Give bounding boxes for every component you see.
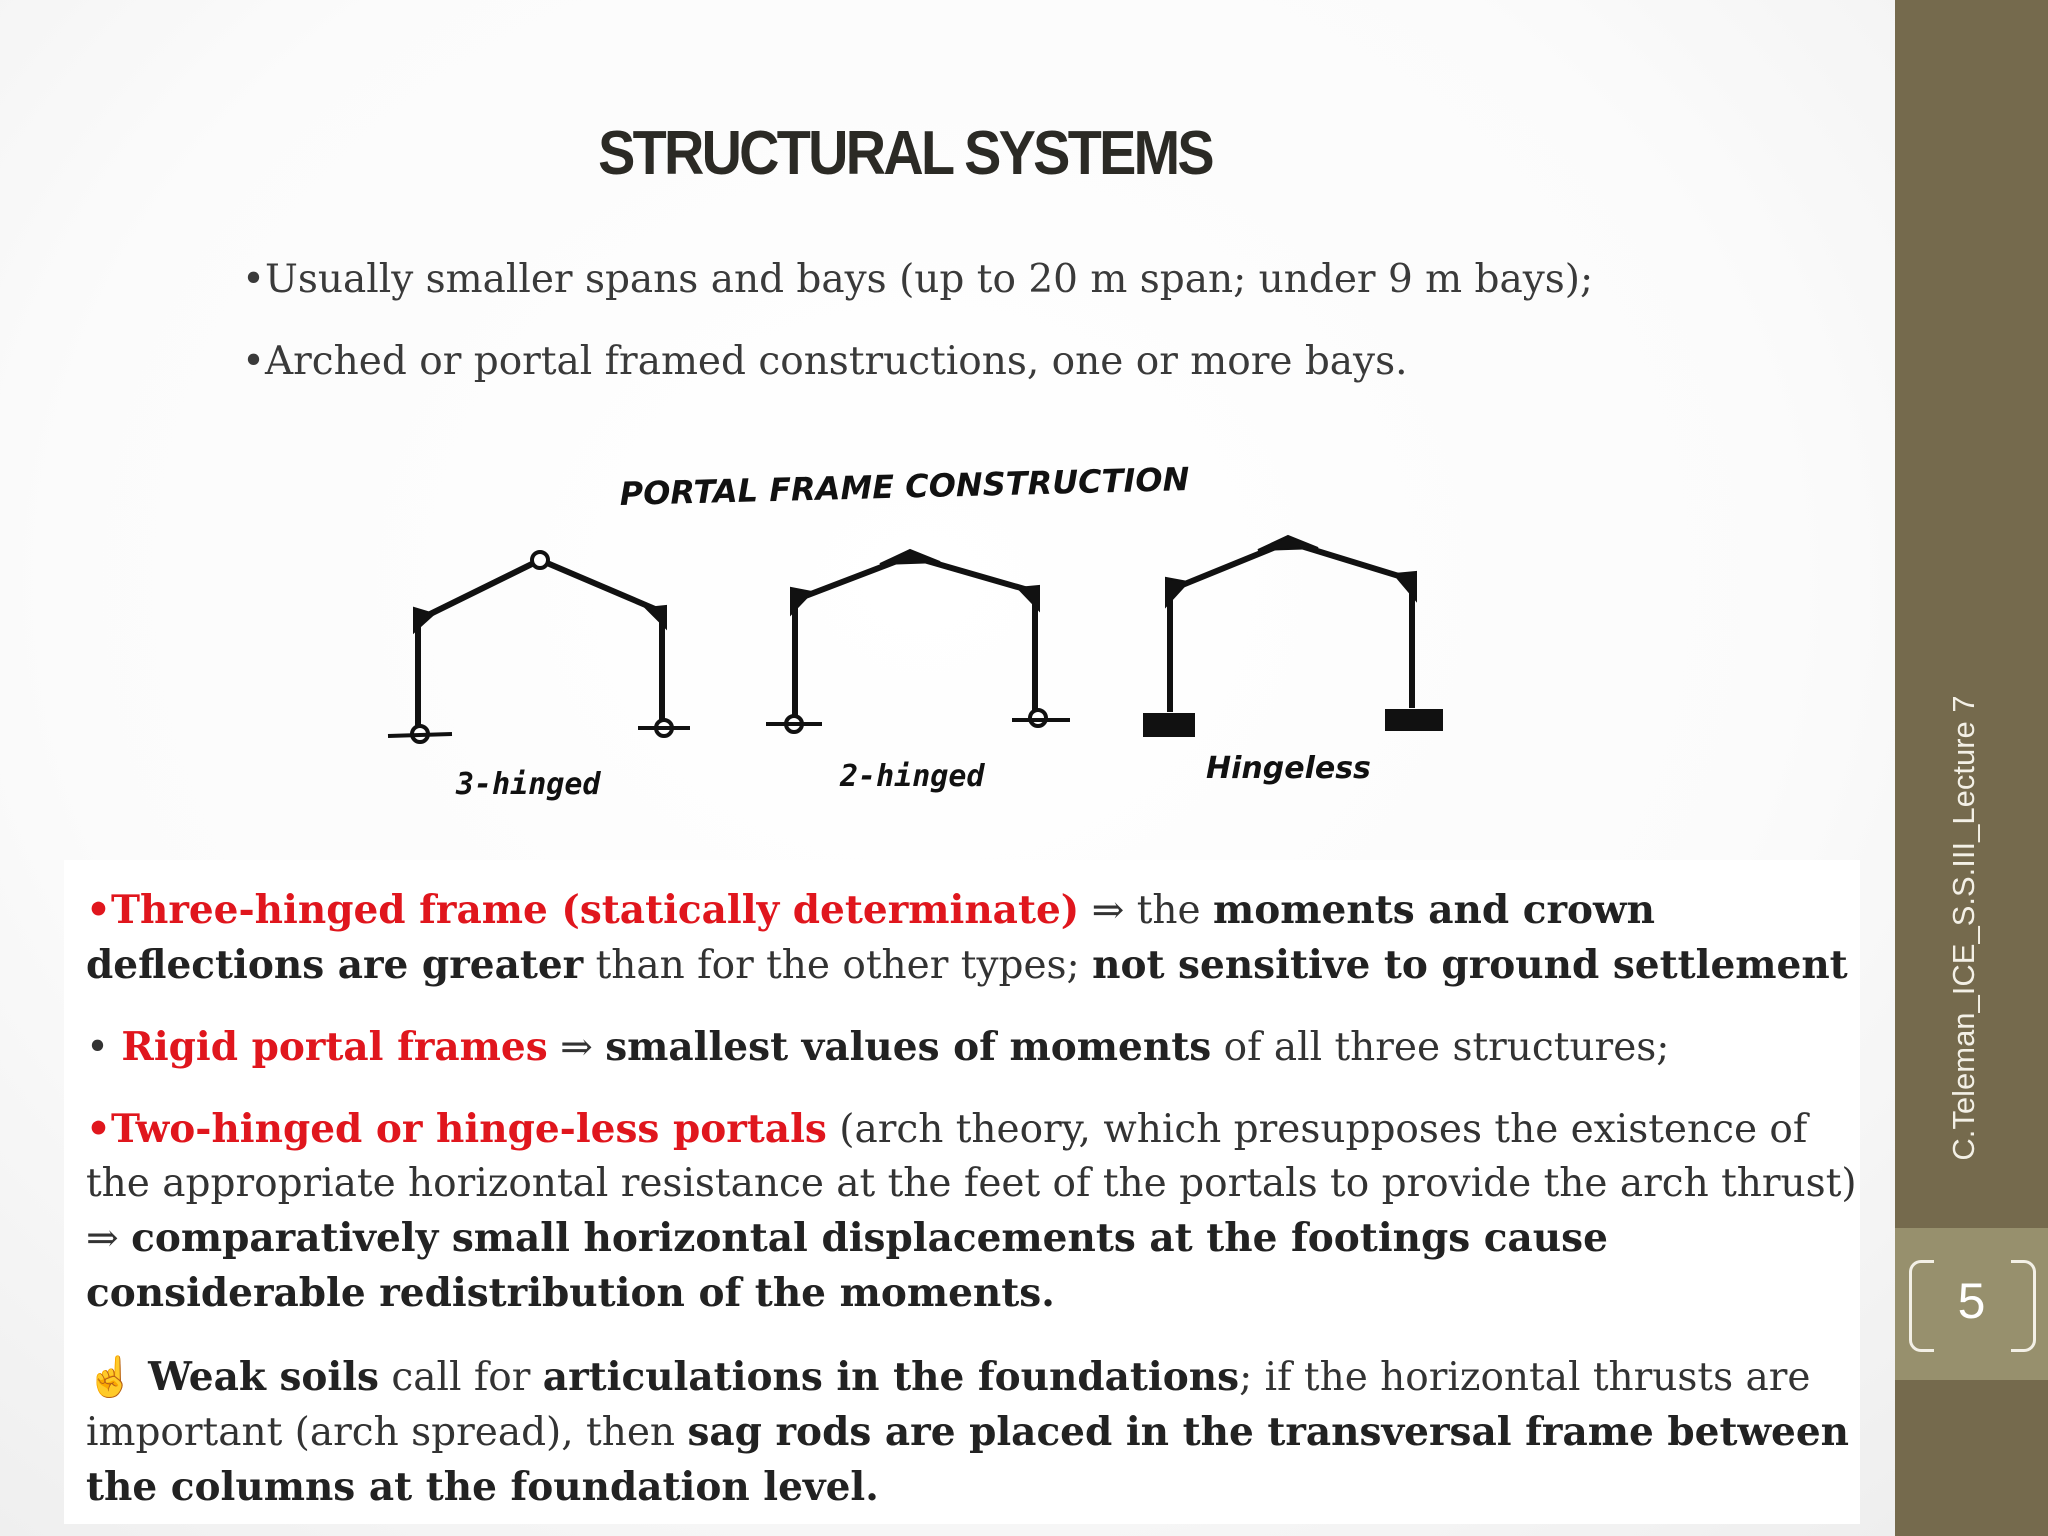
bullet-frames: •Arched or portal framed constructions, one or more bays. xyxy=(242,339,1408,384)
bold-text: articulations in the foundations xyxy=(542,1354,1240,1400)
bullet-mark: • xyxy=(86,1106,111,1152)
bold-text: comparatively small horizontal displacements at the footings cause considerable redistribution of the moments. xyxy=(86,1215,1608,1316)
label-hingeless: Hingeless xyxy=(1206,751,1371,786)
page-number-box xyxy=(1895,1228,2048,1380)
figure-heading: PORTAL FRAME CONSTRUCTION xyxy=(619,460,1190,513)
red-term: Two-hinged or hinge-less portals xyxy=(110,1106,827,1152)
paragraph-weak-soils xyxy=(86,1350,1876,1515)
bullet-mark: • xyxy=(86,1025,122,1070)
plain-text: than for the other types; xyxy=(583,943,1093,988)
arrow-text: ⇒ xyxy=(547,1025,606,1070)
red-term: Rigid portal frames xyxy=(121,1024,548,1070)
paragraph-three-hinged xyxy=(86,883,1876,993)
plain-text: call for xyxy=(379,1355,543,1400)
bold-text: sag rods are placed in the transversal frame between the columns at the foundation level. xyxy=(86,1409,1850,1510)
red-term: Three-hinged frame (statically determinate) xyxy=(110,887,1080,933)
label-3-hinged: 3-hinged xyxy=(456,767,601,802)
label-2-hinged: 2-hinged xyxy=(840,759,985,794)
page-number: 5 xyxy=(1957,1273,1986,1329)
frame-3-hinged xyxy=(388,552,690,742)
bold-text: moments and crown deflections are greater xyxy=(86,887,1655,988)
slide-title: STRUCTURAL SYSTEMS xyxy=(598,119,1212,188)
frame-hingeless xyxy=(1144,536,1442,736)
paragraph-rigid-portal xyxy=(86,1020,1876,1075)
bold-text: Weak soils xyxy=(134,1354,379,1400)
intro-bullets xyxy=(242,252,1593,416)
bold-text: not sensitive to ground settlement xyxy=(1092,942,1848,988)
frame-2-hinged xyxy=(766,550,1070,732)
paragraph-two-hinged xyxy=(86,1102,1876,1321)
bullet-spans: •Usually smaller spans and bays (up to 20 m span; under 9 m bays); xyxy=(242,257,1594,302)
bold-text: smallest values of moments xyxy=(605,1024,1212,1070)
plain-text: (arch theory, which presupposes the existence of the appropriate horizontal resistance at the feet of the portals to provide the arch thrust) ⇒ xyxy=(86,1107,1857,1261)
portal-frame-figure xyxy=(370,460,1510,840)
footer-lecture-text: C.Teleman_ICE_S.S.III_Lecture 7 xyxy=(1946,695,1981,1161)
bullet-mark: • xyxy=(86,887,111,933)
pointing-hand-icon: ☝ xyxy=(86,1355,135,1400)
plain-text: of all three structures; xyxy=(1211,1025,1670,1070)
plain-text: ; if the horizontal thrusts are important (arch spread), then xyxy=(86,1355,1811,1455)
arrow-text: ⇒ the xyxy=(1079,888,1213,933)
